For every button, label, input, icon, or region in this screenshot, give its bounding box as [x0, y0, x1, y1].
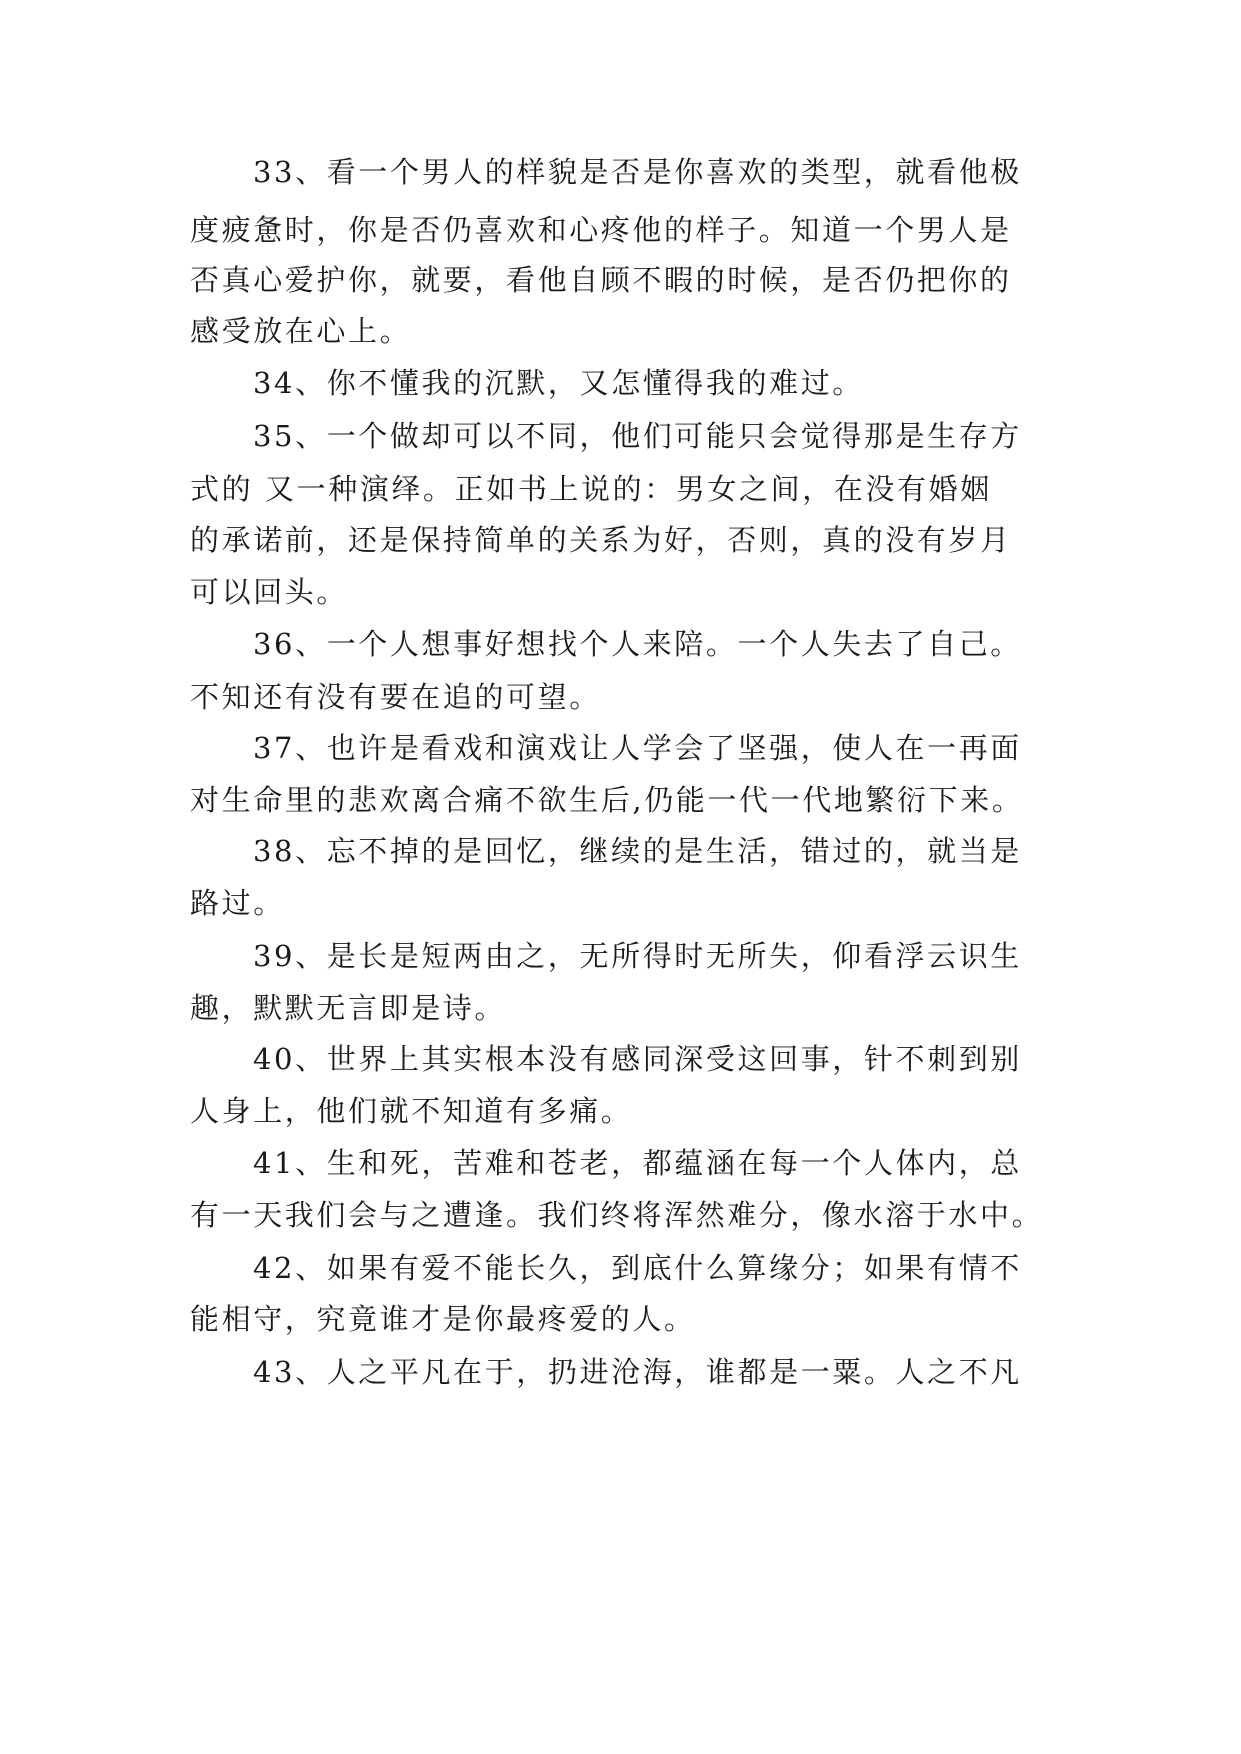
- paragraph-42-line-2: 能相守，究竟谁才是你最疼爱的人。: [190, 1302, 696, 1336]
- paragraph-35-line-4: 可以回头。: [190, 575, 349, 609]
- paragraph-40-line-1: 40、世界上其实根本没有感同深受这回事，针不刺到别: [253, 1042, 1022, 1076]
- paragraph-38-line-1: 38、忘不掉的是回忆，继续的是生活，错过的，就当是: [253, 834, 1022, 868]
- paragraph-43-line-1: 43、人之平凡在于，扔进沧海，谁都是一粟。人之不凡: [253, 1355, 1022, 1389]
- paragraph-40-line-2: 人身上，他们就不知道有多痛。: [190, 1094, 633, 1128]
- paragraph-37-line-2: 对生命里的悲欢离合痛不欲生后,仍能一代一代地繁衍下来。: [190, 783, 1024, 817]
- paragraph-39-line-1: 39、是长是短两由之，无所得时无所失，仰看浮云识生: [253, 939, 1022, 973]
- paragraph-36-line-2: 不知还有没有要在追的可望。: [190, 680, 601, 714]
- paragraph-36-line-1: 36、一个人想事好想找个人来陪。一个人失去了自己。: [253, 627, 1022, 661]
- paragraph-37-line-1: 37、也许是看戏和演戏让人学会了坚强，使人在一再面: [253, 731, 1022, 765]
- paragraph-35-line-2: 式的 又一种演绎。正如书上说的：男女之间，在没有婚姻: [190, 472, 992, 506]
- paragraph-33-line-4: 感受放在心上。: [190, 314, 412, 348]
- paragraph-41-line-2: 有一天我们会与之遭逢。我们终将浑然难分，像水溶于水中。: [190, 1198, 1044, 1232]
- paragraph-38-line-2: 路过。: [190, 886, 285, 920]
- paragraph-35-line-1: 35、一个做却可以不同，他们可能只会觉得那是生存方: [253, 419, 1022, 453]
- paragraph-33-line-2: 度疲惫时，你是否仍喜欢和心疼他的样子。知道一个男人是: [190, 213, 1012, 247]
- paragraph-33-line-3: 否真心爱护你，就要，看他自顾不暇的时候，是否仍把你的: [190, 263, 1012, 297]
- paragraph-41-line-1: 41、生和死，苦难和苍老，都蕴涵在每一个人体内，总: [253, 1146, 1022, 1180]
- paragraph-35-line-3: 的承诺前，还是保持简单的关系为好，否则，真的没有岁月: [190, 523, 1012, 557]
- paragraph-42-line-1: 42、如果有爱不能长久，到底什么算缘分；如果有情不: [253, 1251, 1022, 1285]
- paragraph-33-line-1: 33、看一个男人的样貌是否是你喜欢的类型，就看他极: [253, 155, 1022, 189]
- paragraph-34-line-1: 34、你不懂我的沉默，又怎懂得我的难过。: [253, 366, 864, 400]
- paragraph-39-line-2: 趣，默默无言即是诗。: [190, 991, 507, 1025]
